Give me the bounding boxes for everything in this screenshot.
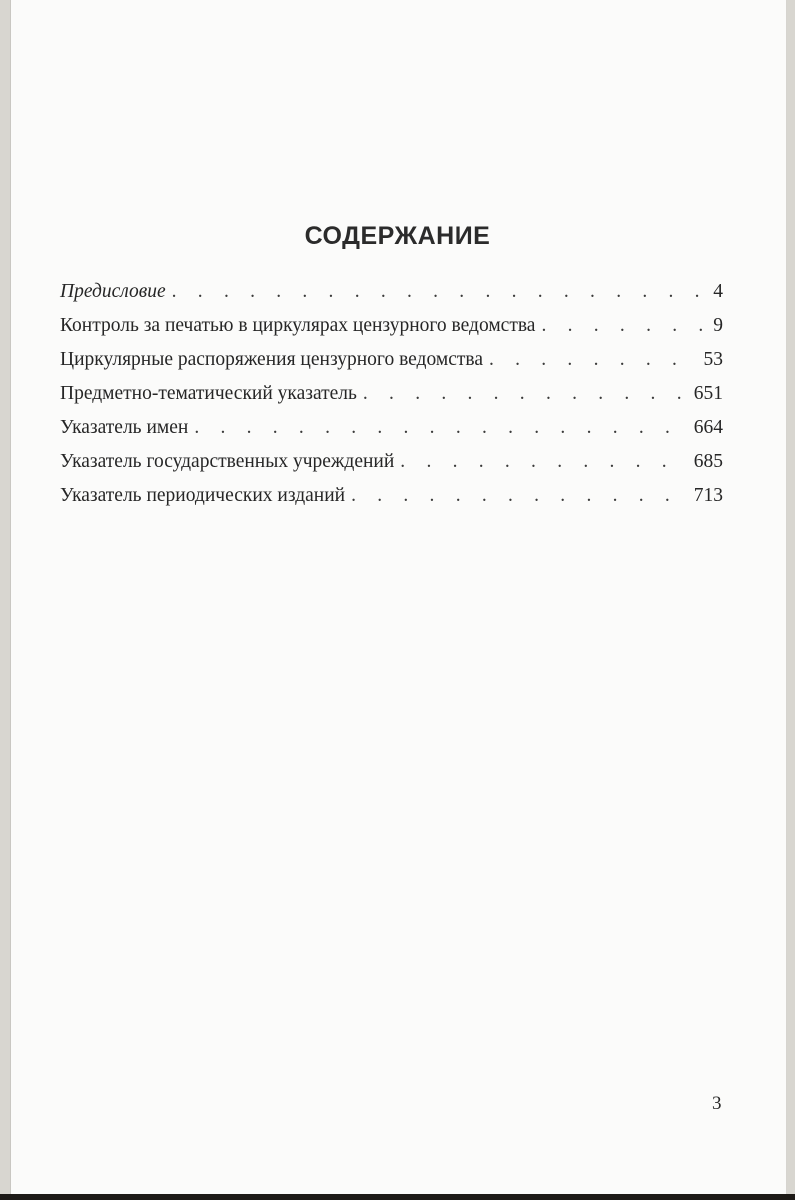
toc-entry-title: Контроль за печатью в циркулярах цензурного ведомства: [60, 315, 536, 336]
toc-entry-page: 651: [693, 383, 723, 404]
toc-entry-subject-index: [60, 383, 723, 417]
toc-entry-periodicals-index: [60, 485, 723, 519]
toc-entry-page: 53: [703, 349, 723, 370]
toc-entry-title: Указатель государственных учреждений: [60, 451, 395, 472]
toc-entry-circular-orders: [60, 349, 723, 383]
page-bottom-edge: [0, 1194, 795, 1200]
toc-entry-title: Указатель имен: [60, 417, 189, 438]
dot-leader: [400, 451, 687, 473]
toc-entry-title: Указатель периодических изданий: [60, 485, 346, 506]
toc-entry-page: 685: [693, 451, 723, 472]
toc-entry-press-control: [60, 315, 723, 349]
toc-entry-title: Предисловие: [60, 281, 166, 302]
toc-entry-preface: [60, 281, 723, 315]
toc-entry-institutions-index: [60, 451, 723, 485]
page-title: СОДЕРЖАНИЕ: [304, 222, 491, 250]
toc-entry-title: Предметно-тематический указатель: [60, 383, 357, 404]
dot-leader: [351, 485, 688, 507]
toc-entry-page: 9: [713, 315, 723, 336]
toc-entry-name-index: [60, 417, 723, 451]
page-number: 3: [712, 1093, 722, 1114]
dot-leader: [363, 383, 688, 405]
toc-entry-page: 713: [693, 485, 723, 506]
toc-entry-page: 664: [693, 417, 723, 438]
dot-leader: [489, 349, 698, 371]
dot-leader: [194, 417, 687, 439]
toc-entry-title: Циркулярные распоряжения цензурного ведомства: [60, 349, 483, 370]
toc-entry-page: 4: [713, 281, 723, 302]
book-page: [10, 0, 787, 1194]
dot-leader: [172, 281, 708, 303]
dot-leader: [541, 315, 707, 337]
table-of-contents: [60, 281, 723, 519]
